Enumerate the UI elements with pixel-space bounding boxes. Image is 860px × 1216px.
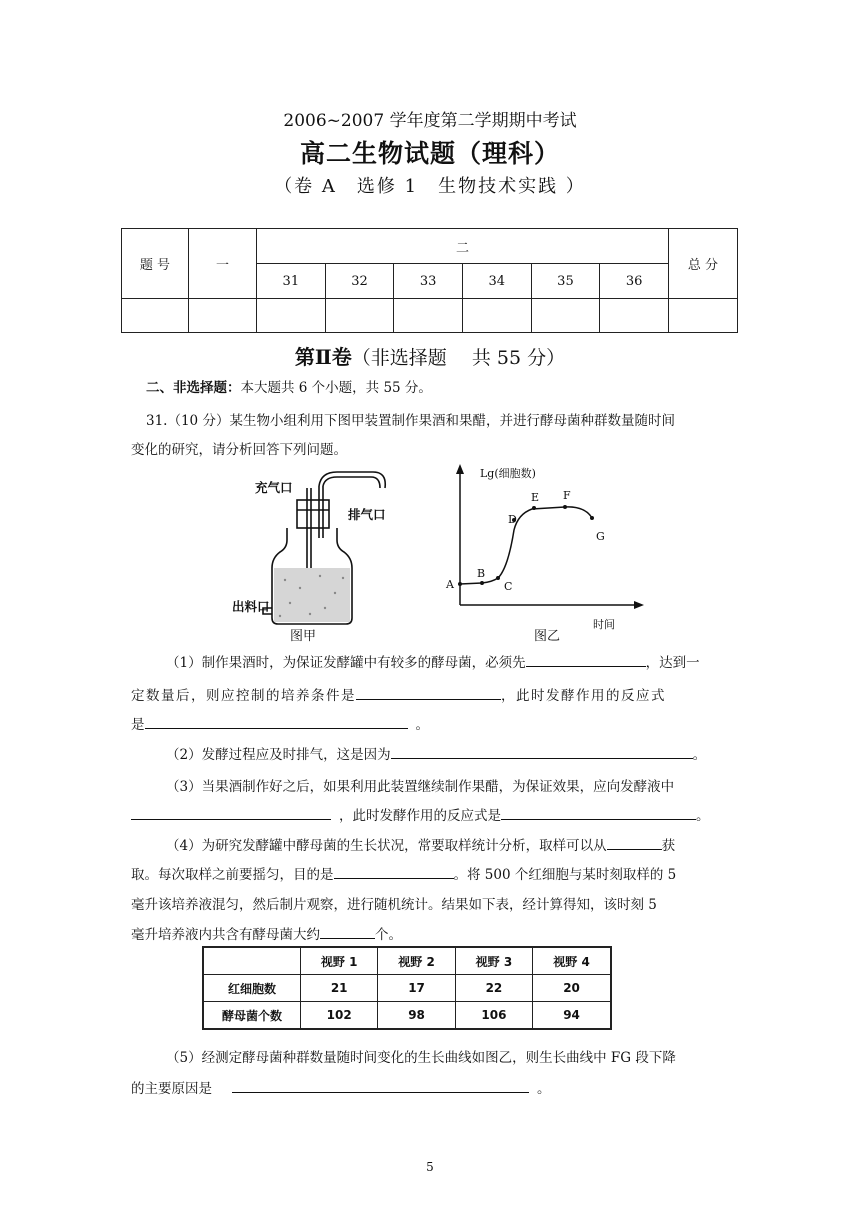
inlet-label: 充气口 [255,480,293,495]
table-cell: 98 [378,1002,455,1030]
q4-text-b: 获 [661,838,676,854]
table-cell: 20 [533,975,611,1002]
answer-blank[interactable] [526,651,646,667]
score-cell [257,299,326,333]
q1-text-a: （1）制作果酒时，为保证发酵罐中有较多的酵母菌，必须先 [166,655,526,671]
exhaust-label: 排气口 [348,507,386,522]
question-number: 32 [325,264,394,299]
volume-subtitle: （卷 A 选修 1 生物技术实践 ） [274,176,586,197]
table-cell: 21 [301,975,378,1002]
answer-blank[interactable] [145,713,408,729]
section-title-rest: （非选择题 共 55 分） [351,347,566,369]
q1-text-b: ，达到一 [645,655,700,671]
q1-text-f: 。 [415,717,429,733]
section-title [0,341,860,370]
q5-line-2 [131,1076,731,1102]
score-cell [394,299,463,333]
answer-blank[interactable] [232,1077,529,1093]
q3-line-2 [131,803,736,829]
subject-title: 高二生物试题（理科） [299,139,560,168]
point-b-label: B [477,567,486,580]
q2-line [166,742,736,768]
table-cell: 94 [533,1002,611,1030]
exam-line: 2006~2007 学年度第二学期期中考试 [283,111,577,131]
total-header: 总 分 [669,229,738,299]
q1-text-c: 定数量后，则应控制的培养条件是 [131,688,356,704]
score-cell [531,299,600,333]
point-c-label: C [504,580,513,593]
intro-bold: 二、非选择题： [146,380,241,396]
section-title-bold: 第Ⅱ卷 [294,345,352,369]
q5-text-b: 的主要原因是 [131,1081,212,1097]
table-cell: 酵母菌个数 [203,1002,301,1030]
table-header: 视野 4 [533,947,611,975]
q1-line-3 [131,712,731,738]
figure-a-caption: 图甲 [290,629,317,644]
intro-rest: 本大题共 6 个小题，共 55 分。 [240,380,432,396]
table-cell: 17 [378,975,455,1002]
q4-line-1 [166,833,736,859]
answer-blank[interactable] [607,834,662,850]
q4-text-f: 毫升培养液内共含有酵母菌大约 [131,927,320,943]
q1-line-2 [131,683,736,709]
answer-blank[interactable] [131,804,331,820]
q4-text-d: 。将 500 个红细胞与某时刻取样的 5 [453,867,677,883]
point-d-label: D [508,513,517,526]
q4-line-2 [131,862,736,888]
q5-text-c: 。 [537,1081,551,1097]
table-row [203,975,611,1002]
q3-text-b: ，此时发酵作用的反应式是 [339,808,501,824]
q4-text-c: 取。每次取样之前要摇匀，目的是 [131,867,334,883]
table-header [203,947,301,975]
figure-b-growth-curve [440,460,650,635]
score-cell [325,299,394,333]
part-one-header: 一 [189,229,257,299]
yeast-count-table [202,946,612,1030]
answer-blank[interactable] [320,923,375,939]
question-number: 31 [257,264,326,299]
table-header: 视野 3 [455,947,532,975]
q5-line-1: （5）经测定酵母菌种群数量随时间变化的生长曲线如图乙，则生长曲线中 FG 段下降 [166,1050,676,1066]
figure-b-caption: 图乙 [534,629,561,644]
point-g-label: G [596,530,605,543]
q1-line-1 [166,650,736,676]
answer-blank[interactable] [391,743,693,759]
q1-text-e: 是 [131,717,145,733]
table-cell: 106 [455,1002,532,1030]
y-axis-label: Lg(细胞数) [480,467,536,480]
q3-line-1: （3）当果酒制作好之后，如果利用此装置继续制作果醋，为保证效果，应向发酵液中 [166,779,675,795]
score-cell [189,299,257,333]
answer-blank[interactable] [501,804,696,820]
q1-text-d: ，此时发酵作用的反应式 [501,688,666,704]
score-cell [122,299,189,333]
score-cell [600,299,669,333]
table-cell: 22 [455,975,532,1002]
q31-stem-2: 变化的研究，请分析回答下列问题。 [131,442,347,458]
table-cell: 红细胞数 [203,975,301,1002]
q31-stem-1: 31.（10 分）某生物小组利用下图甲装置制作果酒和果醋，并进行酵母菌种群数量随时间 [146,413,675,429]
score-table [121,228,738,333]
q2-text-a: （2）发酵过程应及时排气，这是因为 [166,747,391,763]
table-row [203,1002,611,1030]
table-header: 视野 2 [378,947,455,975]
answer-blank[interactable] [356,684,501,700]
table-header: 视野 1 [301,947,378,975]
q3-text-c: 。 [696,808,710,824]
part-two-header: 二 [257,229,669,264]
score-cell [462,299,531,333]
figure-a-bottle [225,468,405,643]
q4-text-a: （4）为研究发酵罐中酵母菌的生长状况，常要取样统计分析，取样可以从 [166,838,607,854]
q2-text-b: 。 [692,747,707,763]
q4-text-g: 个。 [375,927,402,943]
question-number: 36 [600,264,669,299]
q4-line-3: 毫升该培养液混匀，然后制片观察，进行随机统计。结果如下表，经计算得知，该时刻 5 [131,897,657,913]
outlet-label: 出料口 [232,599,270,614]
score-cell [669,299,738,333]
question-number: 35 [531,264,600,299]
page-number: 5 [426,1160,434,1174]
point-e-label: E [531,491,540,504]
section-intro [146,375,746,401]
x-axis-label: 时间 [593,618,615,631]
point-f-label: F [563,489,571,502]
point-a-label: A [446,578,454,591]
table-cell: 102 [301,1002,378,1030]
question-number: 33 [394,264,463,299]
question-number: 34 [462,264,531,299]
q4-line-4 [131,922,731,948]
answer-blank[interactable] [334,863,454,879]
row-label: 题 号 [122,229,189,299]
